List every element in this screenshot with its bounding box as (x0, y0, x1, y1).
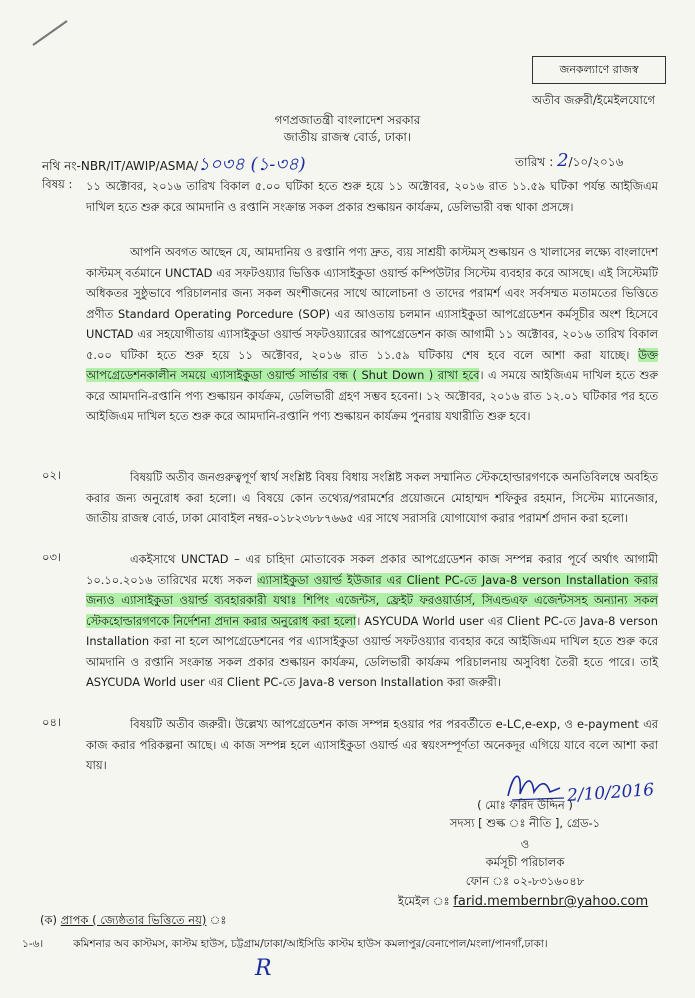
paragraph-3-text-end: । ASYCUDA World user এর Client PC-তে Java-8 verson Installation করা না হলে আপগ্রেডেশনের পর এ্যাসাইকুডা ওয়ার্ল্ড সফটওয়্যার ব্যবহার করে আইজিএম দাখিল হতে শুরু করে আমদানি ও রপ্তানি সংক্রান্ত সকল প্রকার শুল্কায়ন কার্যক্রম, ডেলিভারী কার্যক্রম পরিচালনায় অসুবিধা তৈরী হতে পারে। তাই ASYCUDA World user এর Client PC-তে Java-8 verson Installation করা জরুরী। (86, 613, 658, 689)
date-label: তারিখ : (515, 155, 558, 169)
copy-range: ১-৬। (22, 938, 44, 950)
signer-role: কর্মসূচী পরিচালক (485, 855, 565, 869)
paragraph-2-number: ০২। (42, 468, 62, 482)
recipient-prefix: (ক) (40, 913, 61, 927)
signer-title: সদস্য [ শুল্ক ঃ নীতি ], গ্রেড-১ (449, 816, 601, 830)
paragraph-3-number: ০৩। (42, 550, 62, 564)
handwritten-initial: R (255, 956, 272, 981)
file-number-label: নথি নং-NBR/IT/AWIP/ASMA/ (42, 159, 199, 173)
paragraph-2: বিষয়টি অতীব জনগুরুত্বপূর্ণ স্বার্থ সংশ্লিষ্ট বিষয় বিধায় সংশ্লিষ্ট সকল সম্মানিত স্টেকহোল্ডারগণকে অনতিবিলম্বে অবহিত করার জন্য অনুরোধ করা হলো। এ বিষয়ে কোন তথ্যের/পরামর্শের প্রয়োজনে মোহাম্মদ শফিকুর রহমান, সিস্টেম ম্যানেজার, জাতীয় রাজস্ব বোর্ড, ঢাকা মোবাইল নম্বর-০১৮২৩৮৮৭৬৬৫ এর সাথে সরাসরি যোগাযোগ করার পরামর্শ প্রদান করা হলো। (86, 470, 658, 525)
email-address[interactable]: farid.membernbr@yahoo.com (453, 894, 649, 909)
paragraph-1-text: আপনি অবগত আছেন যে, আমদানিয় ও রপ্তানি পণ্য দ্রুত, ব্যয় সাশ্রয়ী কাস্টমস্ শুল্কায়ন ও খালাসের লক্ষ্যে বাংলাদেশ কাস্টমস্ বর্তমানে UNCTAD এর সফটওয়্যার ভিত্তিক এ্যাসাইকুডা ওয়ার্ল্ড কম্পিউটার সিস্টেম ব্যবহার করে আসছে। এই সিস্টেমটি অধিকতর সুষ্ঠুভাবে পরিচালনার জন্য সকল অংশীজনের সাথে আলোচনা ও তাদের পরামর্শ এবং সর্বসম্মত মতামতের ভিত্তিতে প্রণীত Standard Operating Porcedure (SOP) এর আওতায় চলমান এ্যাসাইকুডা আপগ্রেডেশন কর্মসূচীর অংশ হিসেবে UNCTAD এর সহযোগীতায় এ্যাসাইকুডা ওয়ার্ল্ড সফটওয়্যারের আপগ্রেডেশন কাজ আগামী ১১ অক্টোবর, ২০১৬ তারিখ বিকাল ৫.০০ ঘটিকা হতে শুরু হয়ে ১১ অক্টোবর, ২০১৬ রাত ১১.৫৯ ঘটিকায় শেষ হবে বলে আশা করা যাচ্ছে। (86, 245, 658, 362)
paragraph-1 (86, 242, 658, 427)
date-handwritten: 2 (557, 150, 569, 171)
paragraph-4-number: ০৪। (42, 715, 62, 729)
date-rest: /১০/২০১৬ (568, 155, 624, 169)
pen-stroke-mark (30, 18, 70, 48)
signer-email (398, 893, 648, 912)
paragraph-3 (86, 549, 658, 693)
paragraph-1-highlight: উক্ত আপগ্রেডেশনকালীন সময়ে এ্যাসাইকুডা ওয়ার্ল্ড সার্ভার বন্ধ ( Shut Down ) রাখা হবে (86, 347, 658, 382)
paragraph-3-highlight: এ্যাসাইকুডা ওয়ার্ল্ড ইউজার এর Client PC-তে Java-8 verson Installation করার জন্যও এ্যাসাইকুডা ওয়ার্ল্ড ব্যবহারকারী যথাঃ শিপিং এজেন্টস, ফ্রেইট ফরওয়ার্ডার্স, সিএন্ডএফ এজেন্টসসহ অন্যান্য সকল স্টেকহোল্ডারগণকে নির্দেশনা প্রদান করার অনুরোধ করা হলো (86, 572, 658, 628)
file-number-handwritten: ১০৩৪ (১-৩৪) (198, 154, 306, 175)
signature-date: 2/10/2016 (566, 779, 655, 807)
recipient-label: প্রাপক ( জ্যেষ্ঠতার ভিত্তিতে নয়) (60, 913, 207, 927)
copy-text: কমিশনার অব কাস্টমস, কাস্টম হাউস, চট্টগ্রাম/ঢাকা/আইসিডি কাস্টম হাউস কমলাপুর/বেনাপোল/মংলা/পানগাঁ,ঢাকা। (73, 938, 548, 950)
public-welfare-stamp (532, 56, 666, 84)
subject-label: বিষয় : (42, 177, 73, 191)
recipient-suffix: ঃ (206, 913, 227, 927)
signer-phone: ফোন ঃ ০২-৮৩১৬০৪৮ (465, 874, 585, 888)
email-label: ইমেইল ঃ (398, 894, 454, 908)
urgency-note: অতীব জরুরী/ইমেইলযোগে (532, 93, 655, 107)
subject-text: ১১ অক্টোবর, ২০১৬ তারিখ বিকাল ৫.০০ ঘটিকা হতে শুরু হয়ে ১১ অক্টোবর, ২০১৬ রাত ১১.৫৯ ঘটিকা পর্যন্ত আইজিএম দাখিল হতে শুরু করে আমদানি ও রপ্তানি সংক্রান্ত সকল প্রকার শুল্কায়ন কার্যক্রম, ডেলিভারী বন্ধ থাকা প্রসঙ্গে। (86, 179, 658, 214)
recipient-heading (40, 912, 226, 931)
board-heading: জাতীয় রাজস্ব বোর্ড, ঢাকা। (283, 130, 412, 144)
paragraph-4: বিষয়টি অতীব জরুরী। উল্লেখ্য আপগ্রেডেশন কাজ সম্পন্ন হওয়ার পর পরবর্তীতে e-LC,e-exp, ও e-payment এর কাজ করার পরিকল্পনা আছে। এ কাজ সম্পন্ন হলে এ্যাসাইকুডা ওয়ার্ল্ড এর স্বয়ংসম্পূর্ণতা অনেকদূর এগিয়ে যাবে বলে আশা করা যায়। (86, 717, 658, 772)
paragraph-3-text: একইসাথে UNCTAD – এর চাহিদা মোতাবেক সকল প্রকার আপগ্রেডেশন কাজ সম্পন্ন করার পূর্বে অর্থাৎ আগামী ১০.১০.২০১৬ তারিখের মধ্যে সকল (86, 552, 658, 587)
copy-recipients (22, 937, 548, 954)
signer-and: ও (520, 837, 530, 851)
signer-name: ( মোঃ ফরিদ উদ্দিন ) (477, 798, 573, 812)
stamp-label: জনকল্যাণে রাজস্ব (559, 62, 639, 76)
government-heading: গণপ্রজাতন্ত্রী বাংলাদেশ সরকার (274, 113, 421, 127)
document-date (515, 150, 623, 174)
paragraph-1-text-end: । এ সময়ে আইজিএম দাখিল হতে শুরু করে আমদানি-রপ্তানি পণ্য শুল্কায়ন কার্যক্রম, ডেলিভারী গ্রহণ সম্ভব হবেনা। ১২ অক্টোবর, ২০১৬ রাত ১২.০১ ঘটিকার পর হতে আইজিএম দাখিল হতে শুরু করে আমদানি-রপ্তানি পণ্য শুল্কায়ন কার্যক্রম পুনরায় যথারীতি শুরু হবে। (86, 368, 659, 423)
